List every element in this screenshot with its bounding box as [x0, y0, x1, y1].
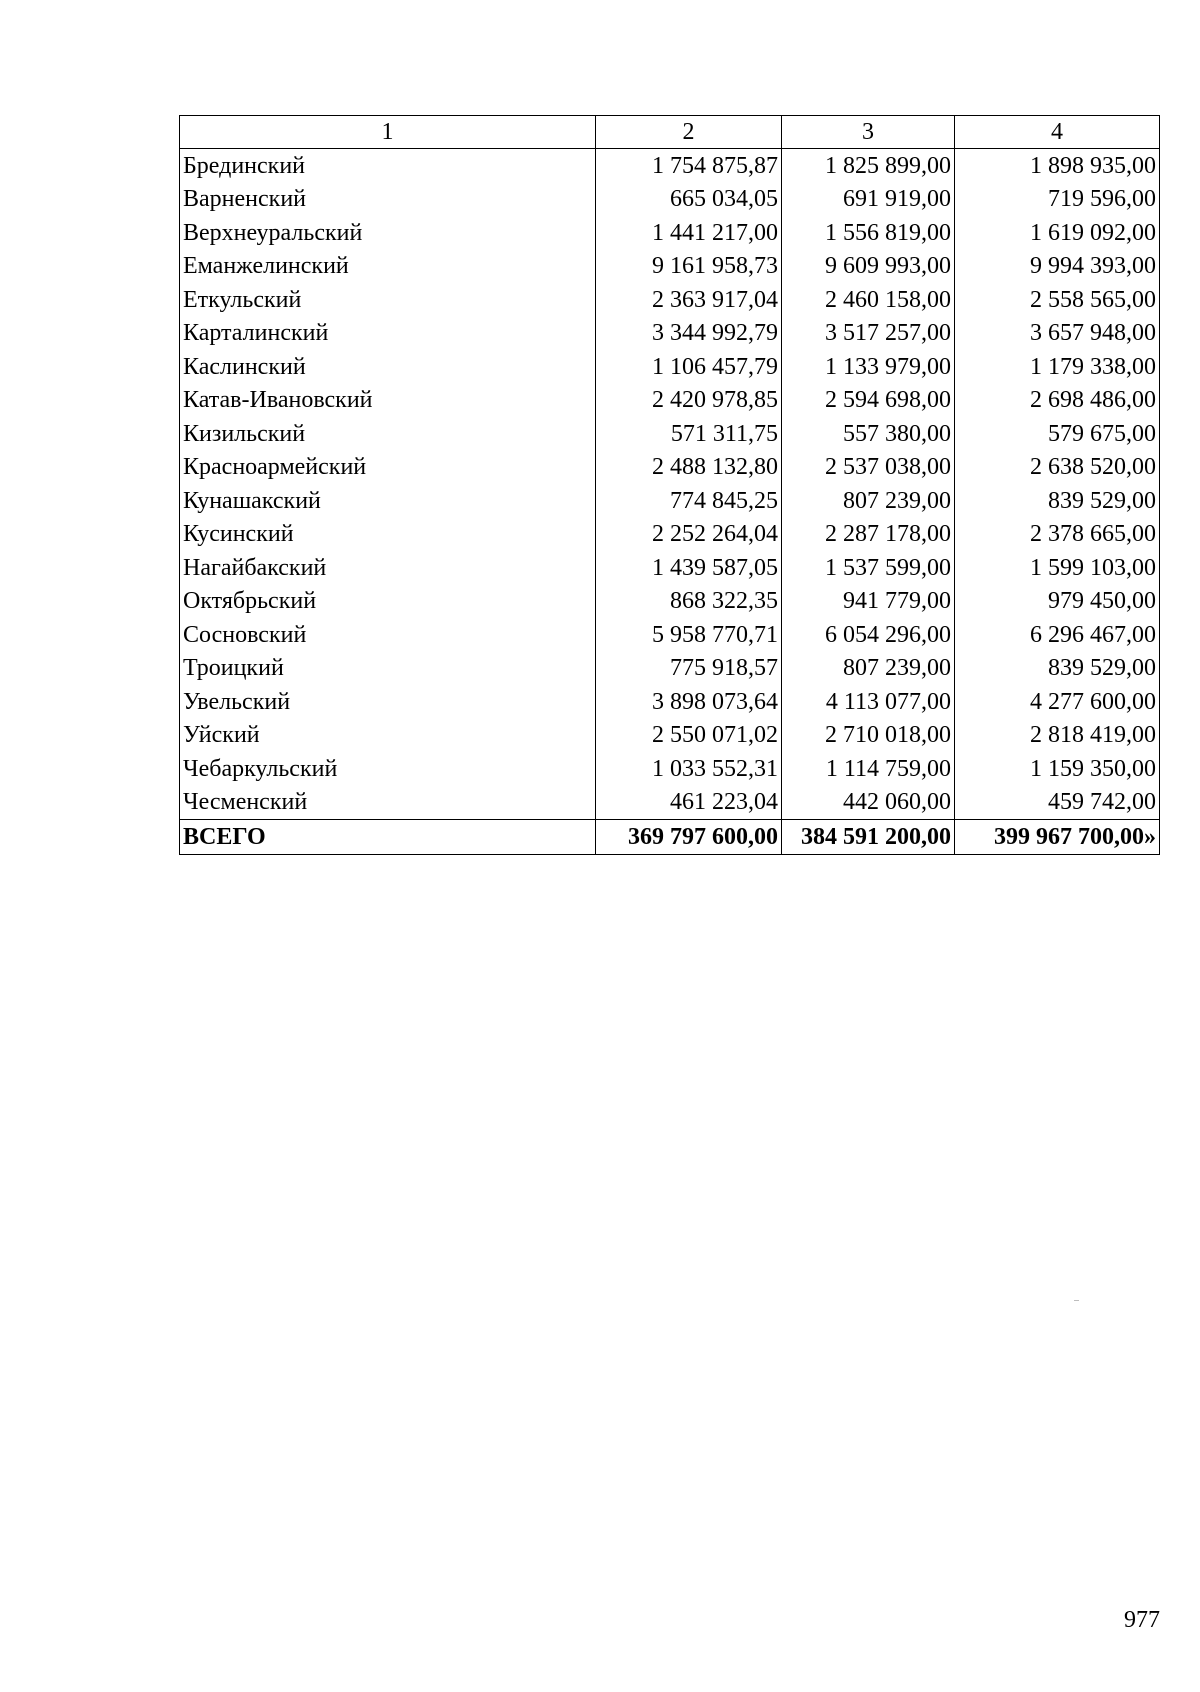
- amount-cell: 1 556 819,00: [782, 216, 955, 250]
- column-number: 3: [782, 116, 955, 149]
- data-table: [179, 115, 1160, 855]
- table-row: [180, 685, 1160, 719]
- amount-cell: 1 619 092,00: [955, 216, 1160, 250]
- table-row: [180, 350, 1160, 384]
- amount-cell: 2 638 520,00: [955, 451, 1160, 485]
- amount-cell: 571 311,75: [596, 417, 782, 451]
- column-number: 4: [955, 116, 1160, 149]
- table-row: [180, 183, 1160, 217]
- amount-cell: 839 529,00: [955, 484, 1160, 518]
- amount-cell: 2 363 917,04: [596, 283, 782, 317]
- total-amount: 369 797 600,00: [596, 820, 782, 855]
- amount-cell: 4 277 600,00: [955, 685, 1160, 719]
- amount-cell: 2 420 978,85: [596, 384, 782, 418]
- district-name: Карталинский: [180, 317, 596, 351]
- page-number: 977: [1124, 1607, 1160, 1633]
- amount-cell: 2 698 486,00: [955, 384, 1160, 418]
- table-row: [180, 618, 1160, 652]
- amount-cell: 775 918,57: [596, 652, 782, 686]
- amount-cell: 3 657 948,00: [955, 317, 1160, 351]
- table-row: [180, 384, 1160, 418]
- amount-cell: 1 133 979,00: [782, 350, 955, 384]
- amount-cell: 2 818 419,00: [955, 719, 1160, 753]
- amount-cell: 1 754 875,87: [596, 149, 782, 183]
- amount-cell: 691 919,00: [782, 183, 955, 217]
- district-name: Троицкий: [180, 652, 596, 686]
- district-name: Брединский: [180, 149, 596, 183]
- column-number-row: [180, 116, 1160, 149]
- total-amount: 399 967 700,00»: [955, 820, 1160, 855]
- table-row: [180, 451, 1160, 485]
- amount-cell: 557 380,00: [782, 417, 955, 451]
- amount-cell: 9 994 393,00: [955, 250, 1160, 284]
- district-name: Варненский: [180, 183, 596, 217]
- amount-cell: 9 609 993,00: [782, 250, 955, 284]
- amount-cell: 2 537 038,00: [782, 451, 955, 485]
- table-row: [180, 216, 1160, 250]
- table-row: [180, 283, 1160, 317]
- table-row: [180, 250, 1160, 284]
- total-row: [180, 820, 1160, 855]
- column-number: 2: [596, 116, 782, 149]
- district-name: Чесменский: [180, 786, 596, 820]
- district-name: Каслинский: [180, 350, 596, 384]
- amount-cell: 1 106 457,79: [596, 350, 782, 384]
- amount-cell: 2 710 018,00: [782, 719, 955, 753]
- amount-cell: 2 287 178,00: [782, 518, 955, 552]
- district-name: Нагайбакский: [180, 551, 596, 585]
- scan-speck: [1074, 1300, 1079, 1301]
- total-label: ВСЕГО: [180, 820, 596, 855]
- amount-cell: 579 675,00: [955, 417, 1160, 451]
- amount-cell: 2 550 071,02: [596, 719, 782, 753]
- amount-cell: 2 378 665,00: [955, 518, 1160, 552]
- district-name: Еманжелинский: [180, 250, 596, 284]
- amount-cell: 1 114 759,00: [782, 752, 955, 786]
- table-row: [180, 585, 1160, 619]
- table-row: [180, 417, 1160, 451]
- district-name: Октябрьский: [180, 585, 596, 619]
- amount-cell: 3 344 992,79: [596, 317, 782, 351]
- column-number: 1: [180, 116, 596, 149]
- district-name: Сосновский: [180, 618, 596, 652]
- district-name: Уйский: [180, 719, 596, 753]
- amount-cell: 839 529,00: [955, 652, 1160, 686]
- district-name: Верхнеуральский: [180, 216, 596, 250]
- amount-cell: 1 179 338,00: [955, 350, 1160, 384]
- amount-cell: 3 517 257,00: [782, 317, 955, 351]
- amount-cell: 1 599 103,00: [955, 551, 1160, 585]
- amount-cell: 4 113 077,00: [782, 685, 955, 719]
- amount-cell: 2 558 565,00: [955, 283, 1160, 317]
- amount-cell: 2 252 264,04: [596, 518, 782, 552]
- district-name: Кусинский: [180, 518, 596, 552]
- district-name: Чебаркульский: [180, 752, 596, 786]
- amount-cell: 2 594 698,00: [782, 384, 955, 418]
- amount-cell: 1 825 899,00: [782, 149, 955, 183]
- table-row: [180, 149, 1160, 183]
- amount-cell: 6 296 467,00: [955, 618, 1160, 652]
- amount-cell: 6 054 296,00: [782, 618, 955, 652]
- amount-cell: 2 488 132,80: [596, 451, 782, 485]
- table-row: [180, 786, 1160, 820]
- district-name: Кунашакский: [180, 484, 596, 518]
- table-row: [180, 652, 1160, 686]
- amount-cell: 442 060,00: [782, 786, 955, 820]
- table-row: [180, 752, 1160, 786]
- district-name: Катав-Ивановский: [180, 384, 596, 418]
- amount-cell: 2 460 158,00: [782, 283, 955, 317]
- amount-cell: 1 898 935,00: [955, 149, 1160, 183]
- amount-cell: 5 958 770,71: [596, 618, 782, 652]
- amount-cell: 1 441 217,00: [596, 216, 782, 250]
- table-row: [180, 518, 1160, 552]
- amount-cell: 665 034,05: [596, 183, 782, 217]
- table-row: [180, 317, 1160, 351]
- amount-cell: 1 537 599,00: [782, 551, 955, 585]
- amount-cell: 459 742,00: [955, 786, 1160, 820]
- district-name: Красноармейский: [180, 451, 596, 485]
- table-row: [180, 551, 1160, 585]
- total-amount: 384 591 200,00: [782, 820, 955, 855]
- amount-cell: 941 779,00: [782, 585, 955, 619]
- amount-cell: 1 159 350,00: [955, 752, 1160, 786]
- amount-cell: 1 033 552,31: [596, 752, 782, 786]
- amount-cell: 979 450,00: [955, 585, 1160, 619]
- amount-cell: 774 845,25: [596, 484, 782, 518]
- table-row: [180, 484, 1160, 518]
- amount-cell: 868 322,35: [596, 585, 782, 619]
- district-name: Кизильский: [180, 417, 596, 451]
- amount-cell: 3 898 073,64: [596, 685, 782, 719]
- amount-cell: 9 161 958,73: [596, 250, 782, 284]
- amount-cell: 461 223,04: [596, 786, 782, 820]
- amount-cell: 807 239,00: [782, 652, 955, 686]
- amount-cell: 1 439 587,05: [596, 551, 782, 585]
- district-name: Еткульский: [180, 283, 596, 317]
- amount-cell: 719 596,00: [955, 183, 1160, 217]
- table-row: [180, 719, 1160, 753]
- district-name: Увельский: [180, 685, 596, 719]
- amount-cell: 807 239,00: [782, 484, 955, 518]
